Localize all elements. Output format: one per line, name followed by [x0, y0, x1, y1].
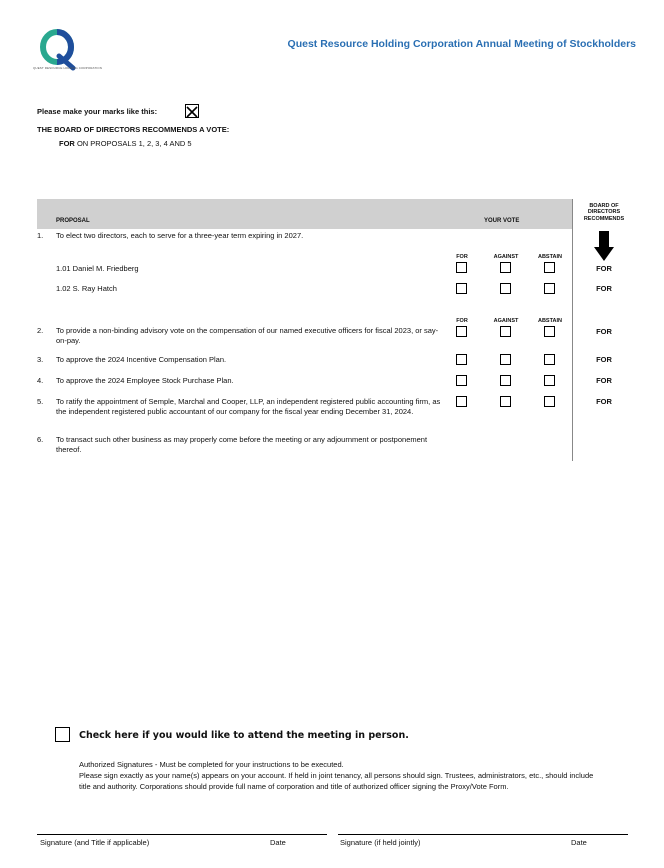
- nominee-2-label: 1.02 S. Ray Hatch: [56, 284, 117, 293]
- nominee-2-abstain-checkbox[interactable]: [544, 283, 555, 294]
- nominee-1-recommendation: FOR: [596, 264, 612, 273]
- logo-caption: QUEST RESOURCE HOLDING CORPORATION: [33, 66, 102, 70]
- board-recommends-detail: [59, 139, 192, 148]
- down-arrow-icon: [594, 231, 614, 261]
- proposal-5-against-checkbox[interactable]: [500, 396, 511, 407]
- col-proposal-header: PROPOSAL: [56, 218, 90, 224]
- proposal-3-abstain-checkbox[interactable]: [544, 354, 555, 365]
- proposal-4-text: To approve the 2024 Employee Stock Purchase Plan.: [56, 376, 234, 385]
- proposal-3-for-checkbox[interactable]: [456, 354, 467, 365]
- board-header-line1: BOARD OF: [589, 203, 619, 209]
- signature-1-label: Signature (and Title if applicable): [40, 838, 150, 847]
- marks-instruction: Please make your marks like this:: [37, 107, 158, 116]
- nominee-1-against-checkbox[interactable]: [500, 262, 511, 273]
- proposal-4-abstain-checkbox[interactable]: [544, 375, 555, 386]
- proposal-3-recommendation: FOR: [596, 355, 612, 364]
- proposal-6-text: To transact such other business as may properly come before the meeting or any adjournment or postponement thereof.: [56, 435, 428, 454]
- proposal-1-number: 1.: [37, 231, 44, 240]
- proposal-2-number: 2.: [37, 326, 44, 335]
- auth-line-2: Please sign exactly as your name(s) appears on your account. If held in joint tenancy, all persons should sign. Trustees, administrators, etc., should include title and authority. Corporations should provide full name of corporation and title of authorized officer signing the Proxy/Vote Form.: [79, 770, 594, 791]
- auth-line-1: Authorized Signatures - Must be completed for your instructions to be executed.: [79, 760, 344, 769]
- nominee-1-for-checkbox[interactable]: [456, 262, 467, 273]
- vote-against-header: AGAINST: [493, 254, 519, 260]
- date-2-label: Date: [571, 838, 587, 847]
- board-header-line2: DIRECTORS: [587, 209, 621, 216]
- nominee-2-recommendation: FOR: [596, 284, 612, 293]
- proposal-3-number: 3.: [37, 355, 44, 364]
- sample-mark-box: [185, 104, 199, 118]
- x-mark-icon: [186, 106, 198, 118]
- col-board-header: [576, 203, 632, 222]
- vote-abstain-header: ABSTAIN: [537, 254, 563, 260]
- nominee-2-for-checkbox[interactable]: [456, 283, 467, 294]
- authorized-signatures-note: [79, 760, 599, 793]
- signature-line-1[interactable]: [37, 834, 327, 835]
- proposal-4-recommendation: FOR: [596, 376, 612, 385]
- vote-against-header-2: AGAINST: [493, 318, 519, 324]
- signature-2-label: Signature (if held jointly): [340, 838, 421, 847]
- vote-abstain-header-2: ABSTAIN: [537, 318, 563, 324]
- proposal-3-against-checkbox[interactable]: [500, 354, 511, 365]
- vote-for-header: FOR: [456, 254, 468, 260]
- proposal-2-against-checkbox[interactable]: [500, 326, 511, 337]
- date-1-label: Date: [270, 838, 286, 847]
- col-your-vote-header: YOUR VOTE: [484, 218, 520, 224]
- proposal-5-abstain-checkbox[interactable]: [544, 396, 555, 407]
- attend-meeting-label: Check here if you would like to attend the meeting in person.: [79, 730, 409, 741]
- page-title: Quest Resource Holding Corporation Annual Meeting of Stockholders: [287, 38, 636, 50]
- vote-for-header-2: FOR: [456, 318, 468, 324]
- proposal-4-against-checkbox[interactable]: [500, 375, 511, 386]
- proposal-5-recommendation: FOR: [596, 397, 612, 406]
- proposal-4-number: 4.: [37, 376, 44, 385]
- proposal-2-recommendation: FOR: [596, 327, 612, 336]
- proposal-4-for-checkbox[interactable]: [456, 375, 467, 386]
- attend-meeting-checkbox[interactable]: [55, 727, 70, 742]
- for-proposals: ON PROPOSALS 1, 2, 3, 4 AND 5: [76, 139, 192, 148]
- board-header-line3: RECOMMENDS: [583, 215, 625, 222]
- proposal-1-text: To elect two directors, each to serve for a three-year term expiring in 2027.: [56, 231, 304, 240]
- proposal-5-number: 5.: [37, 397, 44, 406]
- proposal-2-for-checkbox[interactable]: [456, 326, 467, 337]
- for-word: FOR: [59, 139, 75, 148]
- nominee-1-label: 1.01 Daniel M. Friedberg: [56, 264, 139, 273]
- signature-line-2[interactable]: [338, 834, 628, 835]
- nominee-1-abstain-checkbox[interactable]: [544, 262, 555, 273]
- proposal-6-number: 6.: [37, 435, 44, 444]
- proposal-2-text: To provide a non-binding advisory vote on the compensation of our named executive officers for fiscal 2023, or say-on-pay.: [56, 326, 439, 345]
- proposal-5-for-checkbox[interactable]: [456, 396, 467, 407]
- nominee-2-against-checkbox[interactable]: [500, 283, 511, 294]
- proposal-2-abstain-checkbox[interactable]: [544, 326, 555, 337]
- board-recommends-heading: THE BOARD OF DIRECTORS RECOMMENDS A VOTE:: [37, 125, 230, 134]
- proposal-5-text: To ratify the appointment of Semple, Marchal and Cooper, LLP, an independent registered public accounting firm, as the independent registered public accountant of our company for the fiscal year ending December 31, 2024.: [56, 397, 441, 416]
- column-divider: [572, 199, 573, 461]
- table-header-bar: [37, 199, 572, 229]
- proposal-3-text: To approve the 2024 Incentive Compensation Plan.: [56, 355, 227, 364]
